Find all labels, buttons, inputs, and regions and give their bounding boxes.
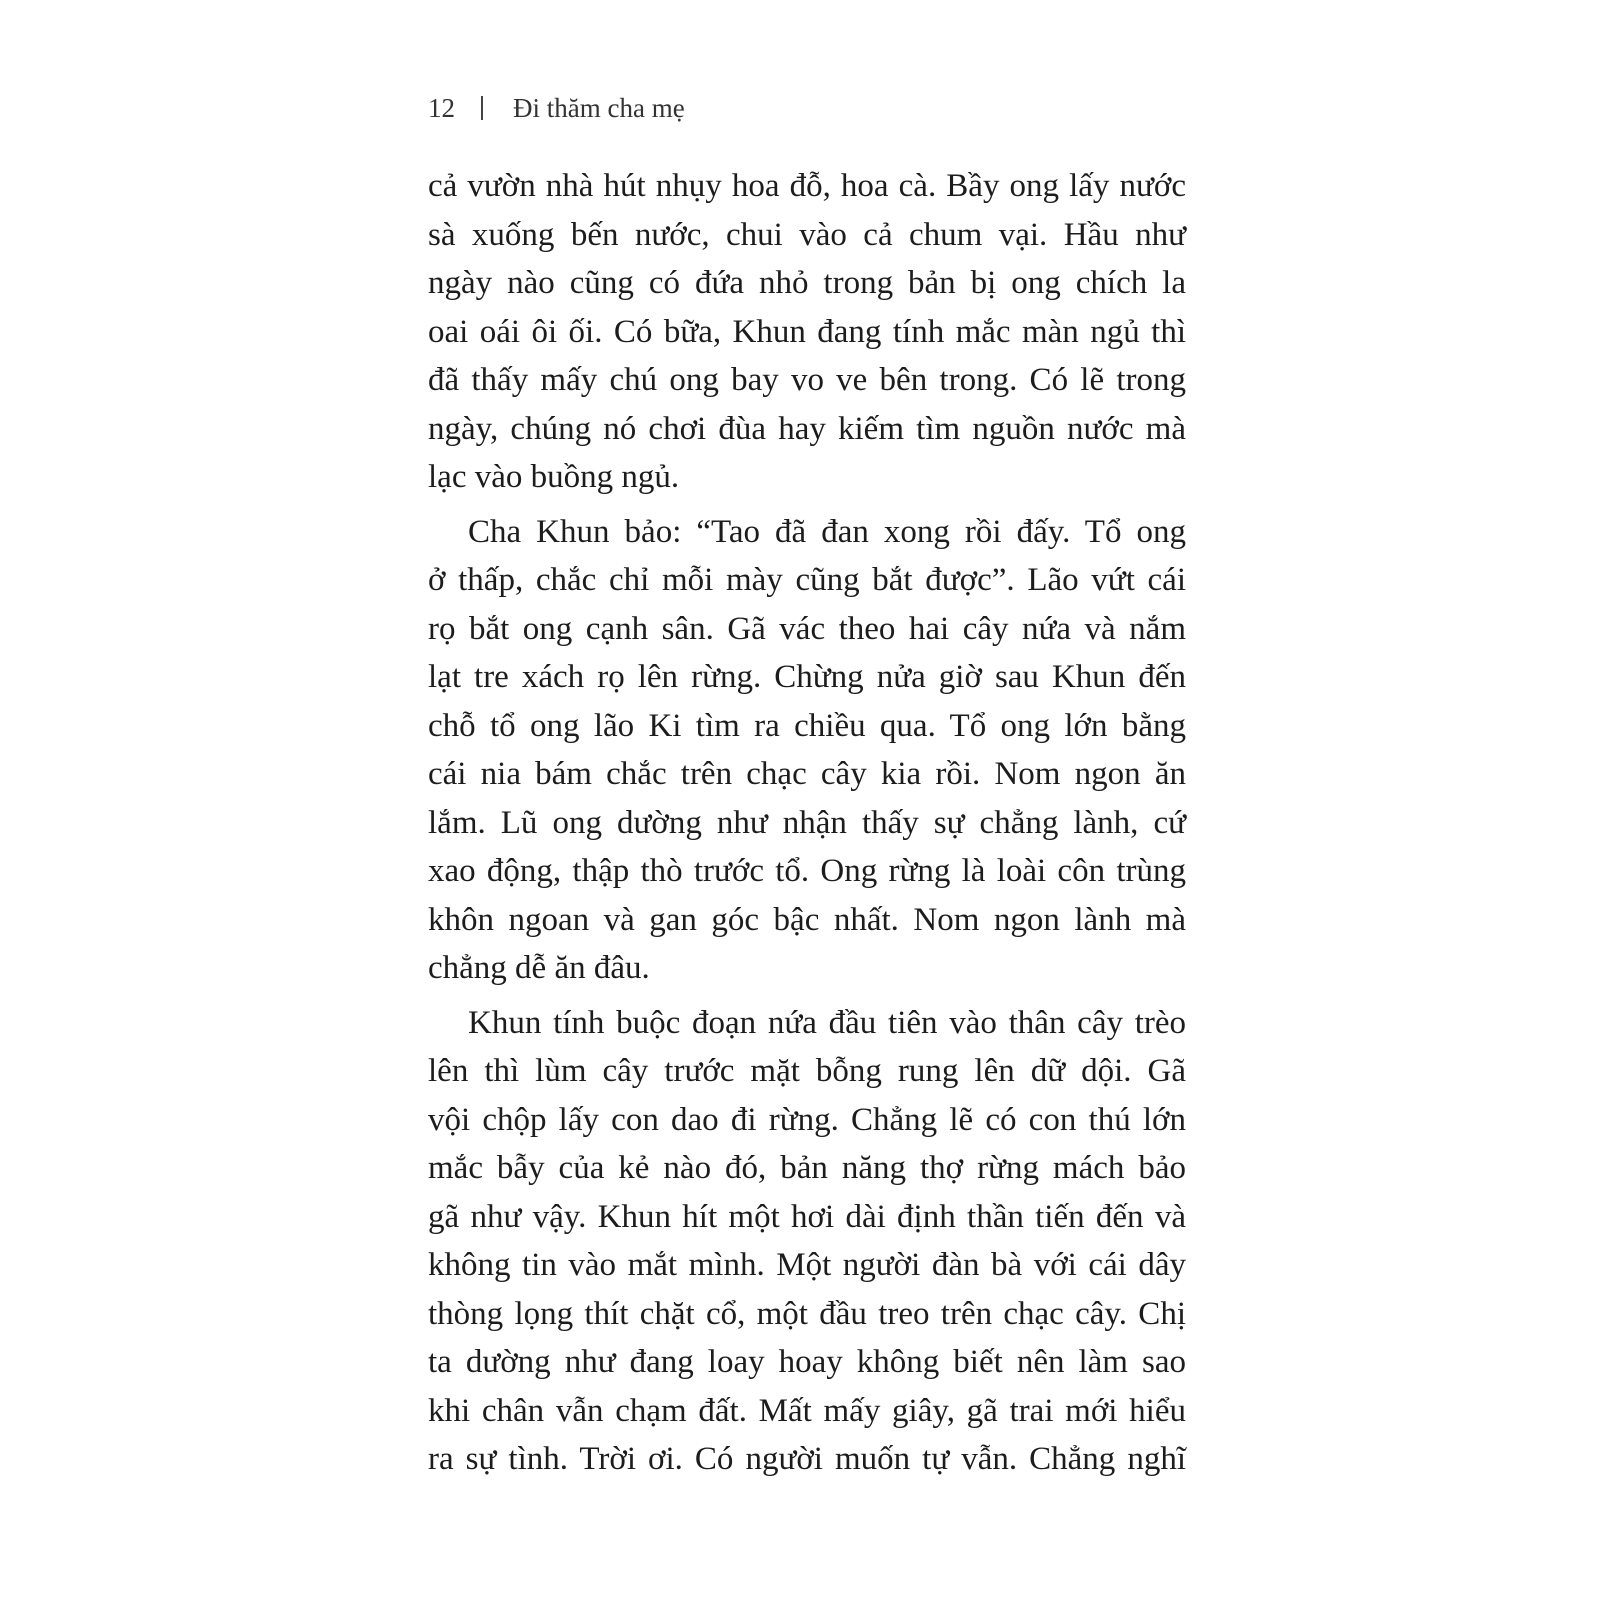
text-line: ngày, chúng nó chơi đùa hay kiếm tìm nguồn nước mà <box>428 410 1186 447</box>
text-line: thòng lọng thít chặt cổ, một đầu treo trên chạc cây. Chị <box>428 1295 1186 1332</box>
text-line: mắc bẫy của kẻ nào đó, bản năng thợ rừng mách bảo <box>428 1150 1186 1186</box>
text-line: Khun tính buộc đoạn nứa đầu tiên vào thân cây trèo <box>468 1004 1186 1041</box>
text-line: ra sự tình. Trời ơi. Có người muốn tự vẫn. Chẳng nghĩ <box>428 1441 1186 1477</box>
text-line: lên thì lùm cây trước mặt bỗng rung lên dữ dội. Gã <box>428 1053 1186 1089</box>
paragraph-2 <box>428 508 1186 993</box>
text-line: Cha Khun bảo: “Tao đã đan xong rồi đấy. Tổ ong <box>468 513 1186 550</box>
text-line: ngày nào cũng có đứa nhỏ trong bản bị ong chích la <box>428 265 1186 301</box>
page-number: 12 <box>428 92 455 123</box>
text-line: sà xuống bến nước, chui vào cả chum vại. Hầu như <box>428 216 1186 253</box>
text-line: đã thấy mấy chú ong bay vo ve bên trong. Có lẽ trong <box>428 362 1186 398</box>
text-line: lắm. Lũ ong dường như nhận thấy sự chẳng lành, cứ <box>428 804 1186 841</box>
text-line: ở thấp, chắc chỉ mỗi mày cũng bắt được”. Lão vứt cái <box>428 562 1186 598</box>
text-line: khôn ngoan và gan góc bậc nhất. Nom ngon lành mà <box>428 901 1186 938</box>
text-line: lạt tre xách rọ lên rừng. Chừng nửa giờ sau Khun đến <box>428 659 1186 695</box>
running-header <box>428 88 685 128</box>
header-separator <box>481 96 483 120</box>
text-line: lạc vào buồng ngủ. <box>428 459 680 495</box>
paragraph-1 <box>428 162 1186 502</box>
text-line: chẳng dễ ăn đâu. <box>428 950 650 986</box>
chapter-title: Đi thăm cha mẹ <box>513 92 685 123</box>
text-line: rọ bắt ong cạnh sân. Gã vác theo hai cây nứa và nắm <box>428 610 1186 647</box>
text-line: ta dường như đang loay hoay không biết nên làm sao <box>428 1344 1186 1380</box>
text-line: khi chân vẫn chạm đất. Mất mấy giây, gã trai mới hiểu <box>428 1392 1186 1429</box>
body-text <box>428 162 1186 1490</box>
text-line: gã như vậy. Khun hít một hơi dài định thần tiến đến và <box>428 1198 1186 1235</box>
text-line: oai oái ôi ối. Có bữa, Khun đang tính mắc màn ngủ thì <box>428 313 1186 350</box>
paragraph-3 <box>428 999 1186 1484</box>
text-line: không tin vào mắt mình. Một người đàn bà với cái dây <box>428 1247 1186 1283</box>
text-line: cả vườn nhà hút nhụy hoa đỗ, hoa cà. Bầy ong lấy nước <box>428 168 1186 204</box>
text-line: cái nia bám chắc trên chạc cây kia rồi. Nom ngon ăn <box>428 756 1186 792</box>
text-line: vội chộp lấy con dao đi rừng. Chẳng lẽ có con thú lớn <box>428 1101 1186 1138</box>
text-line: xao động, thập thò trước tổ. Ong rừng là loài côn trùng <box>428 853 1186 889</box>
text-line: chỗ tổ ong lão Ki tìm ra chiều qua. Tổ ong lớn bằng <box>428 707 1186 744</box>
